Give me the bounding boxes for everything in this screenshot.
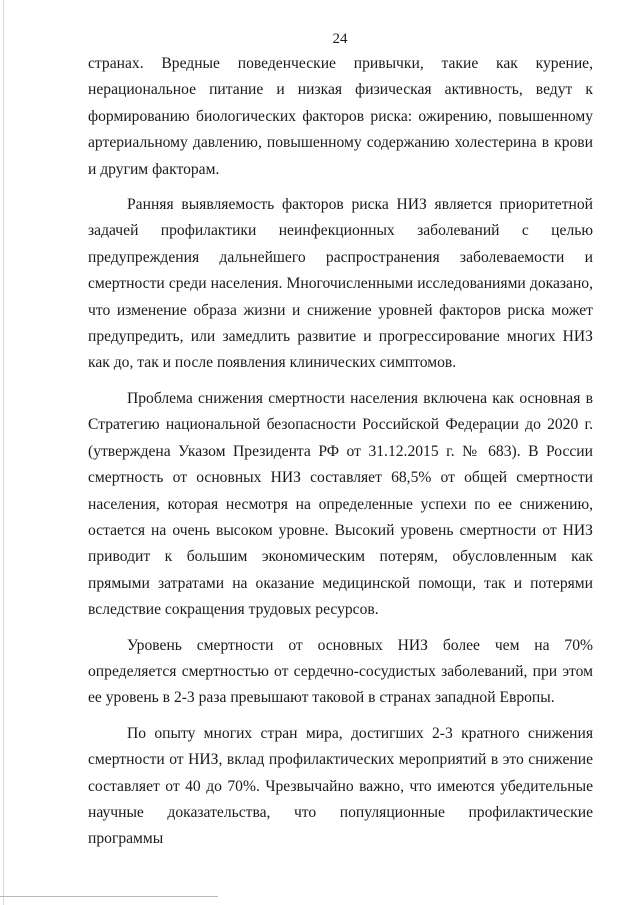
- footnote-divider: [0, 896, 218, 897]
- paragraph-early-detection: Ранняя выявляемость факторов риска НИЗ является приоритетной задачей профилактики неинфекционных заболеваний с целью предупреждения дальнейшего распространения заболеваемости и смертности среди населения. Многочисленными исследованиями доказано, что изменение образа жизни и снижение уровней факторов риска может предупредить, или замедлить развитие и прогрессирование многих НИЗ как до, так и после появления клинических симптомов.: [88, 196, 593, 372]
- paragraph-mortality-strategy: Проблема снижения смертности населения включена как основная в Стратегию национальной безопасности Российской Федерации до 2020 г. (утверждена Указом Президента РФ от 31.12.2015 г. № 683). В России смертность от основных НИЗ составляет 68,5% от общей смертности населения, которая несмотря на определенные успехи по ее снижению, остается на очень высоком уровне. Высокий уровень смертности от НИЗ приводит к большим экономическим потерям, обусловленным как прямыми затратами на оказание медицинской помощи, так и потерями вследствие сокращения трудовых ресурсов.: [88, 389, 593, 619]
- scan-edge-line: [3, 0, 4, 905]
- document-body: [88, 51, 593, 853]
- page-number: 24: [332, 31, 348, 47]
- paragraph-cardiovascular-mortality: Уровень смертности от основных НИЗ более чем на 70% определяется смертностью от сердечно-сосудистых заболеваний, при этом ее уровень в 2-3 раза превышают таковой в странах западной Европы.: [88, 636, 593, 707]
- paragraph-prevention-experience: По опыту многих стран мира, достигших 2-3 кратного снижения смертности от НИЗ, вклад профилактических мероприятий в это снижение составляет от 40 до 70%. Чрезвычайно важно, что имеются убедительные научные доказательства, что популяционные профилактические программы: [88, 724, 593, 848]
- paragraph-continuation: странах. Вредные поведенческие привычки, такие как курение, нерациональное питание и низкая физическая активность, ведут к формированию биологических факторов риска: ожирению, повышенному артериальному давлению, повышенному содержанию холестерина в крови и другим факторам.: [88, 55, 593, 178]
